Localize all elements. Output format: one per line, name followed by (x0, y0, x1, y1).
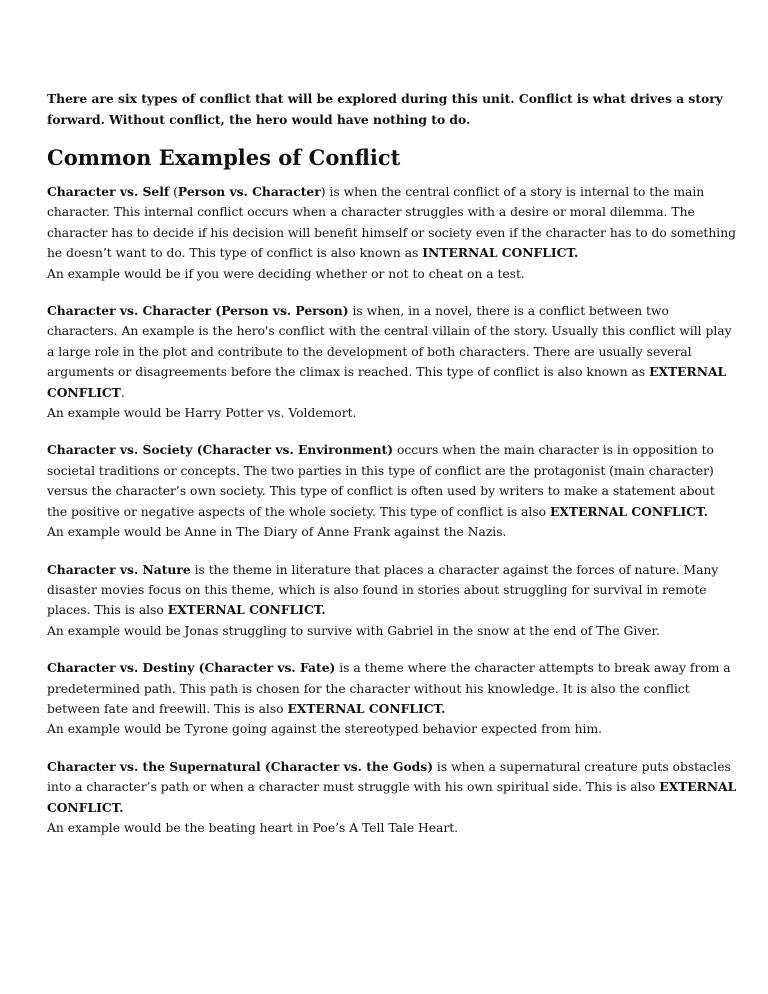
conflict-desc-text: is when the central conflict of a story is internal to the main character. This internal conflict occurs when a character struggles with a desire or moral dilemma. The character has to decide if his decision will benefit himself or society even if the character has to do something he doesn’t want to do. This type of conflict is also known as (47, 185, 736, 261)
conflict-example: An example would be Anne in The Diary of Anne Frank against the Nazis. (47, 525, 507, 540)
conflict-desc-text: is when, in a novel, there is a conflict between two characters. An example is the hero's conflict with the central villain of the story. Usually this conflict will play a large role in the plot and contribute to the development of both characters. There are usually several arguments or disagreements before the climax is reached. This type of conflict is also known as (47, 304, 732, 380)
conflict-description (47, 560, 737, 621)
conflict-section-society (47, 440, 737, 542)
conflict-example: An example would be the beating heart in Poe’s A Tell Tale Heart. (47, 820, 459, 835)
conflict-type-label: EXTERNAL CONFLICT (47, 364, 727, 400)
document-page (47, 88, 737, 855)
conflict-alt-open: ( (169, 185, 178, 199)
conflict-desc-text: is a theme where the character attempts to break away from a predetermined path. This path is chosen for the character without his knowledge. It is also the conflict between fate and freewill. This is also (47, 661, 731, 716)
conflict-alt-title: Person vs. Character (177, 184, 321, 199)
conflict-section-destiny (47, 658, 737, 740)
conflict-description (47, 301, 737, 403)
intro-paragraph: There are six types of conflict that will be explored during this unit. Conflict is what drives a story forward. Without conflict, the hero would have nothing to do. (47, 91, 723, 127)
conflict-type-label: EXTERNAL CONFLICT. (287, 700, 446, 716)
conflict-example: An example would be Tyrone going against the stereotyped behavior expected from him. (47, 722, 603, 737)
conflict-description (47, 182, 737, 264)
conflict-example: An example would be Jonas struggling to survive with Gabriel in the snow at the end of The Giver. (47, 623, 660, 638)
conflict-section-nature (47, 560, 737, 642)
conflict-desc-text: occurs when the main character is in opposition to societal traditions or concepts. The two parties in this type of conflict are the protagonist (main character) versus the character’s own society. This type of conflict is often used by writers to make a statement about the positive or negative aspects of the whole society. This type of conflict is also (47, 443, 715, 519)
conflict-section-supernatural (47, 757, 737, 839)
conflict-example: An example would be if you were deciding whether or not to cheat on a test. (47, 266, 525, 281)
conflict-type-label: EXTERNAL CONFLICT. (167, 602, 326, 618)
conflict-type-label: EXTERNAL CONFLICT. (47, 779, 737, 815)
conflict-type-label: INTERNAL CONFLICT. (422, 245, 579, 261)
conflict-title: Character vs. Nature (47, 561, 191, 577)
conflict-desc-text: is when a supernatural creature puts obstacles into a character’s path or when a character must struggle with his own spiritual side. This is also (47, 759, 731, 795)
conflict-title: Character vs. Destiny (Character vs. Fate) (47, 660, 336, 676)
conflict-section-self (47, 182, 737, 284)
conflict-alt-close: ) (320, 185, 326, 199)
conflict-description (47, 440, 737, 522)
conflict-example: An example would be Harry Potter vs. Voldemort. (47, 406, 357, 421)
conflict-title: Character vs. the Supernatural (Character vs. the Gods) (47, 758, 434, 774)
conflict-description (47, 658, 737, 719)
conflict-section-character (47, 301, 737, 423)
conflict-type-label: EXTERNAL CONFLICT. (549, 503, 708, 519)
conflict-title: Character vs. Character (Person vs. Person) (47, 303, 349, 319)
conflict-after-text: . (120, 385, 125, 400)
conflict-title: Character vs. Society (Character vs. Environment) (47, 442, 394, 458)
section-heading: Common Examples of Conflict (47, 145, 401, 170)
conflict-desc-text: is the theme in literature that places a character against the forces of nature. Many disaster movies focus on this theme, which is also found in stories about struggling for survival in remote places. This is also (47, 562, 719, 618)
conflict-description (47, 757, 737, 818)
conflict-title: Character vs. Self (47, 184, 170, 199)
